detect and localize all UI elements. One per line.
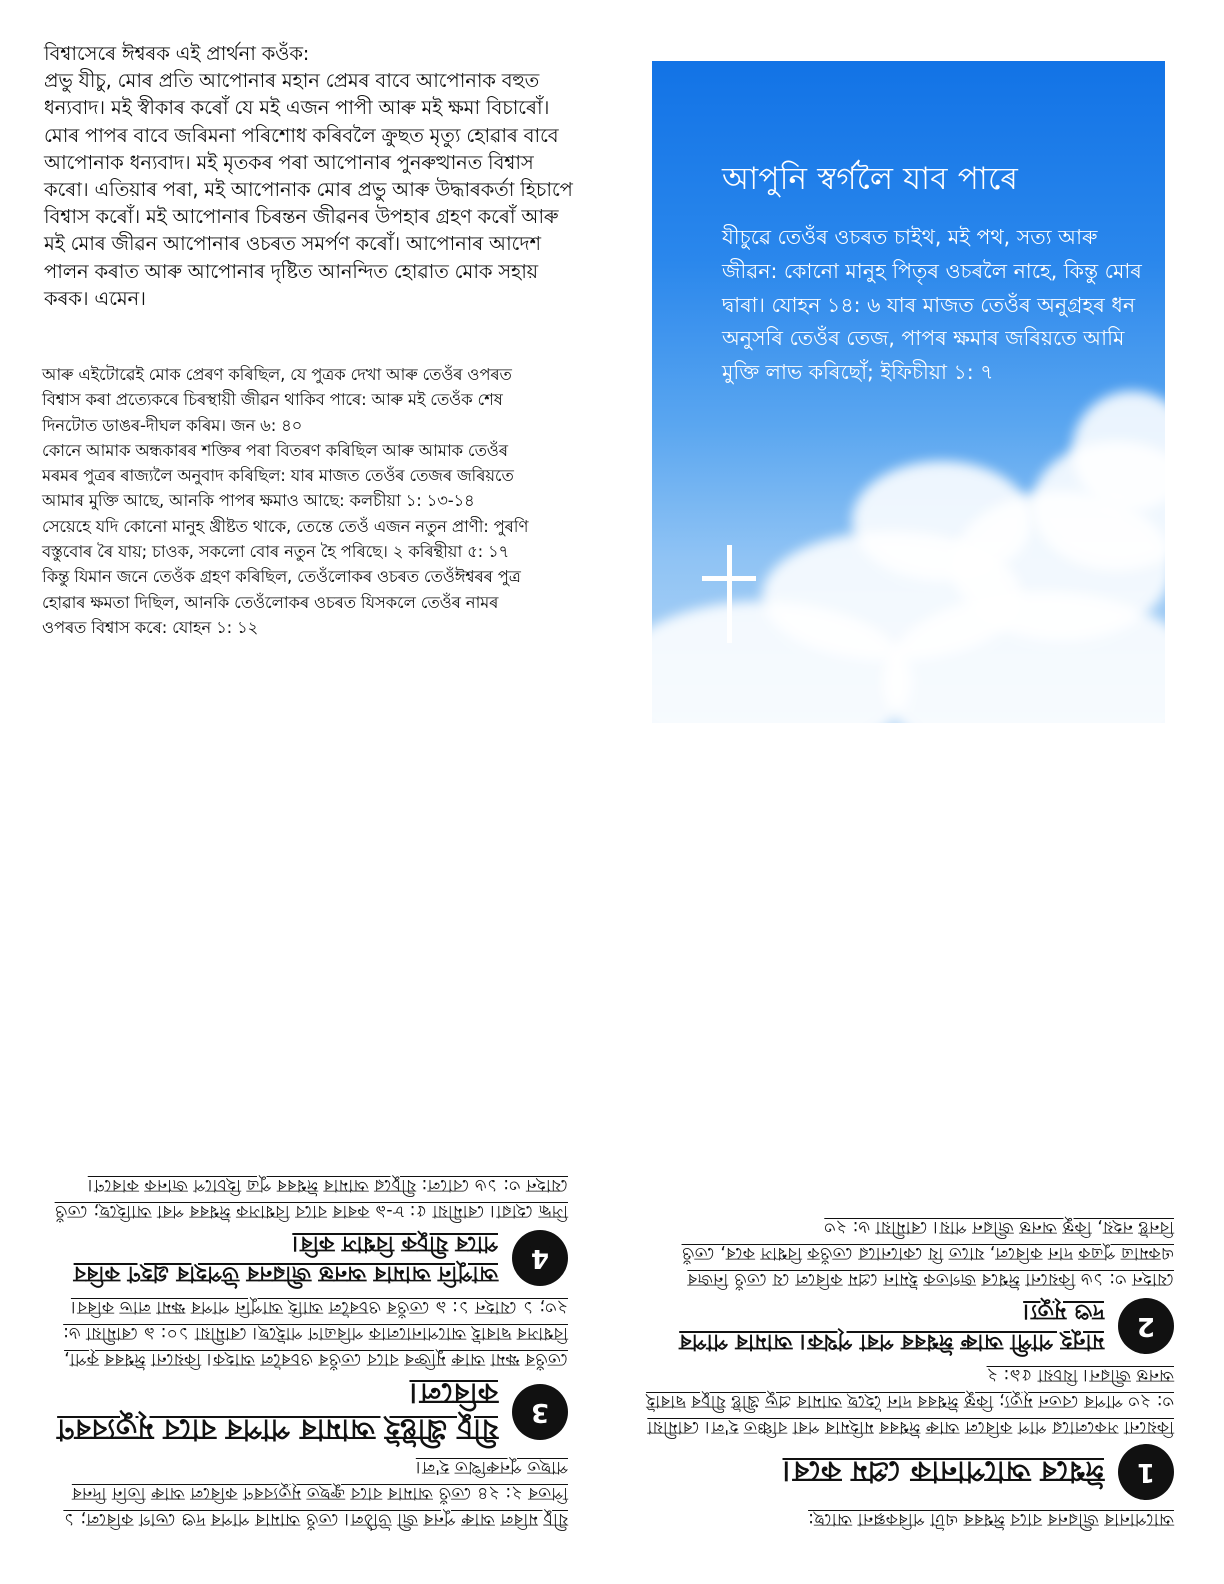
- inverted-panel-right: [644, 822, 1174, 1532]
- inverted-text: যোহন ৩: ১৬ কিয়নো ঈশ্বৰে জগতক ইমান প্ৰেম কৰিলে যে তেওঁ নিজৰ একমাত্ৰ পুত্ৰক দান কৰিলে, যাতে যি কোনোৱে তেওঁক বিশ্বাস কৰে, তেওঁ বিনষ্ট নহয়, কিন্তু অনন্ত জীৱন পায়। ৰোমীয়া ৬: ২৩: [681, 1217, 1174, 1289]
- section-number-badge: 1: [1118, 1444, 1174, 1500]
- inverted-text: সিদ্ধ হোৱা। ৰোমীয়া ৫: ৮-৯ কৰাৰ বাবে বিশ্বাসক ঈশ্বৰৰ পৰা আহিছে; তেওঁ যোহন ৩: ১৬ বোলে: যীচুৱে আমাৰ ঈশ্বৰৰ পুত্ৰ হিচাপে জানক কাৰণে।: [54, 1175, 568, 1221]
- verse-item: কোনে আমাক অন্ধকাৰৰ শক্তিৰ পৰা বিতৰণ কৰিছিল আৰু আমাক তেওঁৰ মৰমৰ পুত্ৰৰ ৰাজ্যলৈ অনুবাদ কৰিছিল: যাৰ মাজত তেওঁৰ তেজৰ জৰিয়তে আমাৰ মুক্তি আছে, আনকি পাপৰ ক্ষমাও আছে: কলচীয়া ১: ১৩-১৪: [42, 440, 514, 511]
- section-heading-text: ঈশ্বৰে আপোনাক প্ৰেম কৰে।: [782, 1455, 1104, 1489]
- sky-cover-panel: [652, 61, 1165, 723]
- section-number-badge: 4: [512, 1230, 568, 1286]
- cross-icon: [727, 545, 732, 643]
- prayer-text: প্ৰভু যীচু, মোৰ প্ৰতি আপোনাৰ মহান প্ৰেমৰ বাবে আপোনাক বহুত ধন্যবাদ। মই স্বীকাৰ কৰোঁ যে মই এজন পাপী আৰু মই ক্ষমা বিচাৰোঁ। মোৰ পাপৰ বাবে জৰিমনা পৰিশোধ কৰিবলৈ ক্ৰুছত মৃত্যু হোৱাৰ বাবে আপোনাক ধন্যবাদ। মই মৃতকৰ পৰা আপোনাৰ পুনৰুত্থানত বিশ্বাস কৰো। এতিয়াৰ পৰা, মই আপোনাক মোৰ প্ৰভু আৰু উদ্ধাৰকৰ্তা হিচাপে বিশ্বাস কৰোঁ। মই আপোনাৰ চিৰন্তন জীৱনৰ উপহাৰ গ্ৰহণ কৰোঁ আৰু মই মোৰ জীৱন আপোনাৰ ওচৰত সমৰ্পণ কৰোঁ। আপোনাৰ আদেশ পালন কৰাত আৰু আপোনাৰ দৃষ্টিত আনন্দিত হোৱাত মোক সহায় কৰক। এমেন।: [44, 69, 573, 310]
- inverted-text: যীচু মৰিল আৰু পুনৰ জী উঠিল। তেওঁ আমাৰ পাপৰ দণ্ড ভোগ কৰিলে; ১ পিতৰ ২: ২৪ তেওঁ আমাৰ বাবে ক্ৰুছত মৃত্যুবৰণ কৰিলে আৰু তিনি দিনৰ পাছত পুনৰুত্থিত হ'ল।: [63, 1457, 568, 1529]
- section-heading-text: যীচু খ্ৰীষ্টই আমাৰ পাপৰ বাবে মৃত্যুবৰণ কৰিলে।: [57, 1377, 498, 1447]
- section-heading-1: [644, 1444, 1174, 1500]
- section-number-badge: 2: [1118, 1298, 1174, 1354]
- cover-verse: যীচুৱে তেওঁৰ ওচৰত চাইথ, মই পথ, সত্য আৰু জীৱন: কোনো মানুহ পিতৃৰ ওচৰলৈ নাহে, কিন্তু মোৰ দ্বাৰা। যোহন ১৪: ৬ যাৰ মাজত তেওঁৰ অনুগ্ৰহৰ ধন অনুসৰি তেওঁৰ তেজ, পাপৰ ক্ষমাৰ জৰিয়তে আমি মুক্তি লাভ কৰিছোঁ; ইফিচীয়া ১: ৭: [722, 225, 1142, 385]
- verse-item: সেয়েহে যদি কোনো মানুহ খ্ৰীষ্টত থাকে, তেন্তে তেওঁ এজন নতুন প্ৰাণী: পুৰণি বস্তুবোৰ ৰৈ যায়; চাওক, সকলো বোৰ নতুন হৈ পৰিছে। ২ কৰিন্থীয়া ৫: ১৭: [42, 516, 529, 562]
- verse-item: কিন্তু যিমান জনে তেওঁক গ্ৰহণ কৰিছিল, তেওঁলোকৰ ওচৰত তেওঁঈশ্বৰৰ পুত্ৰ হোৱাৰ ক্ষমতা দিছিল, আনকি তেওঁলোকৰ ওচৰত যিসকলে তেওঁৰ নামৰ ওপৰত বিশ্বাস কৰে: যোহন ১: ১২: [42, 567, 521, 637]
- inverted-text: কিয়নো সকলোৱে পাপ কৰিলে আৰু ঈশ্বৰৰ মহিমাৰ পৰা বঞ্চিত হ'ল। ৰোমীয়া ৩: ২৩ পাপৰ বেতন মৃত্যু; কিন্তু ঈশ্বৰৰ দান হৈছে আমাৰ প্ৰভু খ্ৰীষ্ট যীচুৰ দ্বাৰাই অনন্ত জীৱন। যিচয়া ৫৯: ২: [646, 1365, 1174, 1437]
- section-heading-3: [40, 1376, 568, 1448]
- inverted-text: তেওঁৰ ক্ষমা আৰু মুক্তিৰ বাবে তেওঁৰ ওচৰলৈ আহক। কিয়নো ঈশ্বৰৰ কৃপা, বিশ্বাসৰ দ্বাৰাই আপোনালোক পৰিত্ৰাণ পাইছে। ৰোমীয়া ১০: ৯ ৰোমীয়া ৬: ২৩; ১ যোহন ১: ৯ তেওঁৰ ওচৰলৈ আহি আপুনি পাপৰ ক্ষমা লাভ কৰিব।: [63, 1297, 568, 1369]
- section-heading-2: [644, 1296, 1174, 1356]
- inverted-panel-left: [40, 822, 568, 1532]
- section-heading-text: মানুহ পাপী আৰু ঈশ্বৰৰ পৰা পৃথক। আমাৰ পাপৰ দণ্ড মৃত্যু।: [679, 1299, 1104, 1354]
- inverted-text: আপোনাৰ জীৱনৰ বাবে ঈশ্বৰৰ এটা পৰিকল্পনা আছে:: [808, 1509, 1174, 1529]
- verses-block: [42, 362, 532, 640]
- cross-icon-bar: [702, 576, 756, 581]
- section-heading-text: আপুনি আমাৰ অনন্ত জীৱনৰ উপহাৰ গ্ৰহণ কৰিব পাৰে যীচুক বিশ্বাস কৰি।: [73, 1231, 498, 1286]
- prayer-block: [44, 40, 574, 312]
- cover-title: আপুনি স্বৰ্গলৈ যাব পাৰে: [722, 161, 1019, 197]
- section-number-badge: 3: [512, 1384, 568, 1440]
- section-heading-4: [40, 1228, 568, 1288]
- verse-item: আৰু এইটোৱেই মোক প্ৰেৰণ কৰিছিল, যে পুত্ৰক দেখা আৰু তেওঁৰ ওপৰত বিশ্বাস কৰা প্ৰত্যেকৰে চিৰস্থায়ী জীৱন থাকিব পাৰে: আৰু মই তেওঁক শেষ দিনটোত ডাঙৰ-দীঘল কৰিম। জন ৬: ৪০: [42, 365, 512, 435]
- prayer-intro: বিশ্বাসেৰে ঈশ্বৰক এই প্ৰাৰ্থনা কওঁক:: [44, 42, 310, 65]
